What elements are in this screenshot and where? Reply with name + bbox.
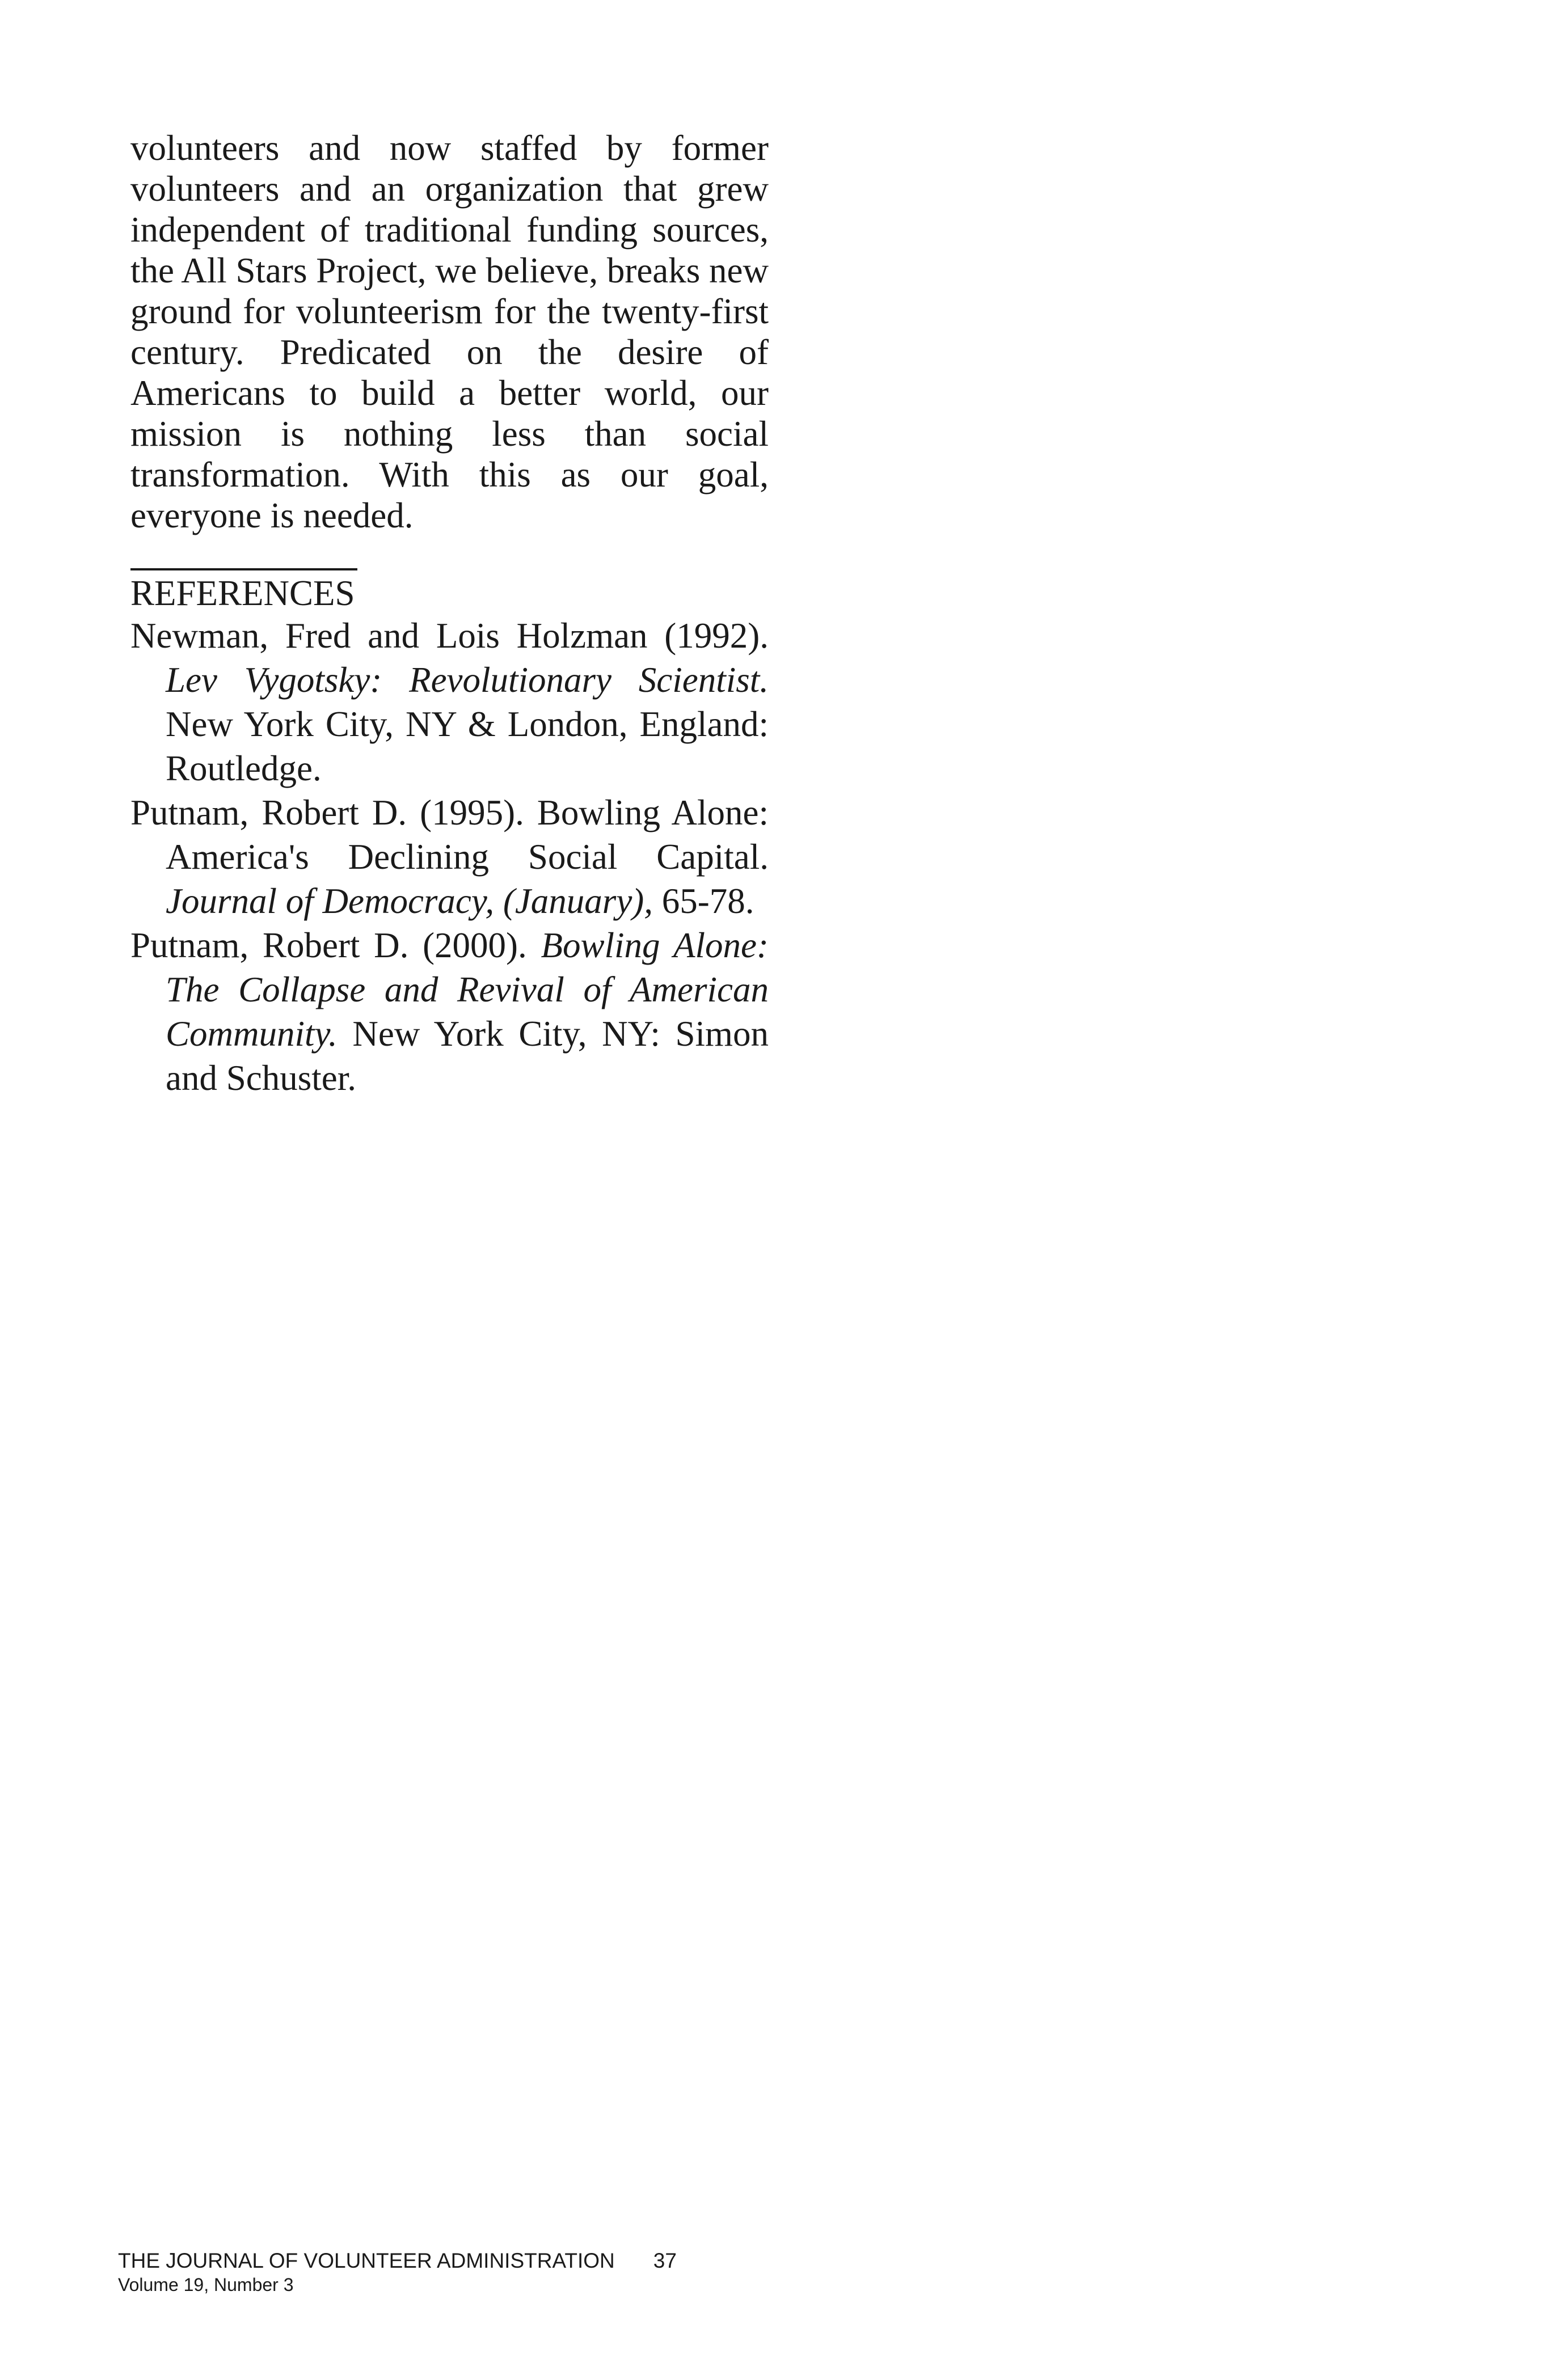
- page-number: 37: [653, 2249, 677, 2272]
- references-divider: [130, 568, 357, 570]
- reference-item: [130, 923, 769, 1100]
- reference-title: Journal of Democracy, (January),: [166, 881, 653, 921]
- volume-info: Volume 19, Number 3: [118, 2275, 294, 2295]
- footer-journal-line: [118, 2248, 677, 2273]
- reference-text: Putnam, Robert D. (2000).: [130, 925, 541, 965]
- reference-text: New York City, NY: Simon and Schuster.: [166, 1014, 769, 1098]
- reference-text: Putnam, Robert D. (1995). Bowling Alone: America's Declining Social Capital.: [130, 793, 769, 877]
- journal-name: THE JOURNAL OF VOLUNTEER ADMINISTRATION: [118, 2249, 615, 2272]
- reference-text: 65-78.: [653, 881, 754, 921]
- reference-text: Newman, Fred and Lois Holzman (1992).: [130, 616, 769, 656]
- reference-title: Lev Vygotsky: Revolutionary Scientist.: [166, 660, 769, 700]
- reference-text: New York City, NY & London, England: Routledge.: [166, 704, 769, 788]
- reference-item: [130, 614, 769, 790]
- references-heading: REFERENCES: [130, 573, 355, 613]
- reference-title: Bowling Alone: The Collapse and Revival of American Community.: [166, 925, 769, 1054]
- body-paragraph: volunteers and now staffed by former volunteers and an organization that grew independent of traditional funding sources, the All Stars Project, we believe, breaks new ground for volunteerism for the twenty-first century. Predicated on the desire of Americans to build a better world, our mission is nothing less than social transformation. With this as our goal, everyone is needed.: [130, 128, 769, 535]
- article-column: [130, 128, 769, 1100]
- reference-item: [130, 790, 769, 923]
- page-footer: [118, 2248, 677, 2296]
